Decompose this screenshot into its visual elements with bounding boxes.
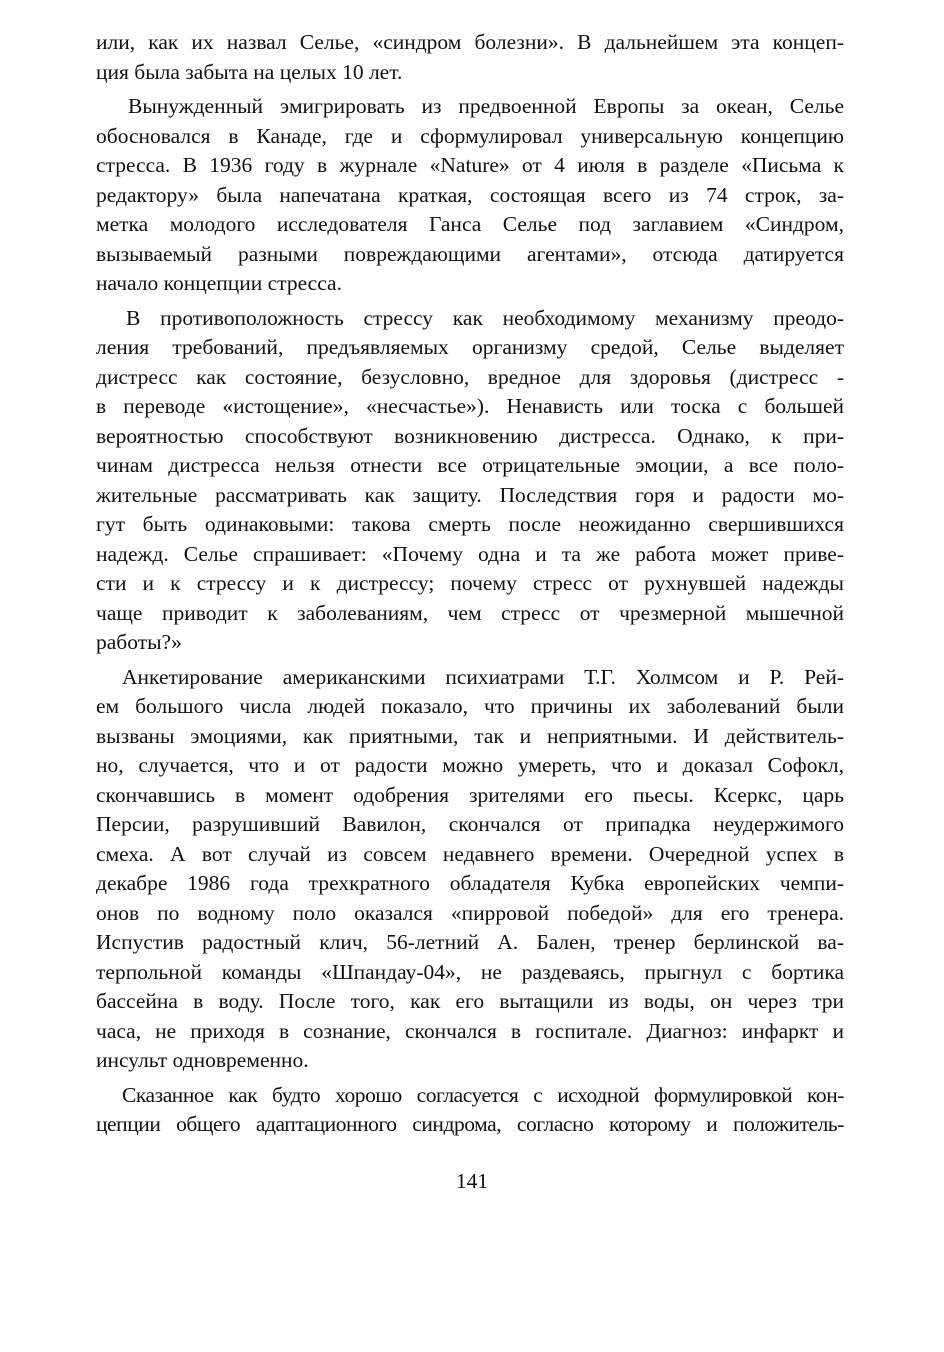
- text-line: начало концепции стресса.: [96, 271, 342, 295]
- text-line: вызваны эмоциями, как приятными, так и неприятными. И действитель-: [96, 723, 844, 748]
- text-line: сти и к стрессу и к дистрессу; почему стресс от рухнувшей надежды: [96, 571, 844, 595]
- text-line: часа, не приходя в сознание, скончался в госпитале. Диагноз: инфаркт и: [96, 1018, 844, 1043]
- text-line: ция была забыта на целых 10 лет.: [96, 59, 403, 84]
- text-line: обосновался в Канаде, где и сформулировал универсальную концепцию: [96, 123, 844, 148]
- text-line: чаще приводит к заболеваниям, чем стресс от чрезмерной мышечной: [96, 600, 844, 625]
- text-line: работы?»: [96, 630, 182, 654]
- text-line: Сказанное как будто хорошо согласуется с исходной формулировкой кон-: [122, 1082, 844, 1107]
- text-line: гут быть одинаковыми: такова смерть после неожиданно свершившихся: [96, 512, 844, 536]
- text-line: терпольной команды «Шпандау-04», не раздеваясь, прыгнул с бортика: [96, 959, 844, 984]
- text-line: вероятностью способствуют возникновению дистресса. Однако, к при-: [96, 423, 844, 448]
- text-line: В противоположность стрессу как необходимому механизму преодо-: [126, 305, 844, 330]
- text-line: редактору» была напечатана краткая, состоящая всего из 74 строк, за-: [96, 182, 844, 207]
- text-line: Вынужденный эмигрировать из предвоенной Европы за океан, Селье: [128, 94, 844, 118]
- text-line: смеха. А вот случай из совсем недавнего времени. Очередной успех в: [96, 841, 844, 866]
- text-line: бассейна в воду. После того, как его вытащили из воды, он через три: [96, 989, 844, 1013]
- text-line: метка молодого исследователя Ганса Селье под заглавием «Синдром,: [96, 212, 844, 236]
- text-line: онов по водному поло оказался «пирровой победой» для его тренера.: [96, 900, 844, 925]
- text-line: жительные рассматривать как защиту. Последствия горя и радости мо-: [96, 482, 844, 507]
- page-number: 141: [455, 1169, 489, 1193]
- text-line: надежд. Селье спрашивает: «Почему одна и та же работа может приве-: [96, 541, 844, 566]
- text-line: дистресс как состояние, безусловно, вредное для здоровья (дистресс -: [96, 364, 844, 389]
- text-line: чинам дистресса нельзя отнести все отрицательные эмоции, а все поло-: [96, 453, 844, 477]
- text-line: но, случается, что и от радости можно умереть, что и доказал Софокл,: [96, 753, 844, 777]
- text-line: скончавшись в момент одобрения зрителями его пьесы. Ксеркс, царь: [96, 782, 844, 807]
- text-line: Персии, разрушивший Вавилон, скончался от припадка неудержимого: [96, 812, 844, 836]
- text-line: Анкетирование американскими психиатрами Т.Г. Холмсом и Р. Рей-: [122, 664, 844, 689]
- text-line: вызываемый разными повреждающими агентами», отсюда датируется: [96, 241, 844, 266]
- text-line: декабре 1986 года трехкратного обладателя Кубка европейских чемпи-: [96, 871, 844, 895]
- text-line: ем большого числа людей показало, что причины их заболеваний были: [96, 694, 844, 718]
- text-line: Испустив радостный клич, 56-летний А. Бален, тренер берлинской ва-: [96, 930, 844, 954]
- text-line: цепции общего адаптационного синдрома, согласно которому и положитель-: [96, 1112, 844, 1136]
- body-text: [96, 28, 844, 1140]
- text-line: ления требований, предъявляемых организму средой, Селье выделяет: [96, 335, 844, 359]
- text-line: или, как их назвал Селье, «синдром болезни». В дальнейшем эта концеп-: [96, 30, 844, 54]
- text-line: стресса. В 1936 году в журнале «Nature» от 4 июля в разделе «Письма к: [96, 153, 844, 177]
- text-line: в переводе «истощение», «несчастье»). Ненависть или тоска с большей: [96, 394, 844, 418]
- text-line: инсульт одновременно.: [96, 1048, 309, 1072]
